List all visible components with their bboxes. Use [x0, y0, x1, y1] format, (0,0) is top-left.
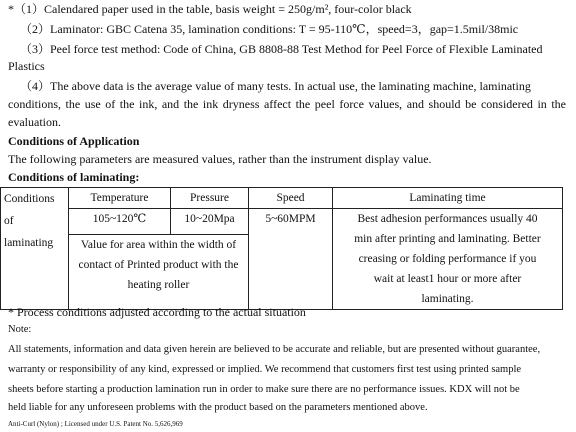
laminating-time-line: Best adhesion performances usually 40 — [357, 213, 538, 225]
laminating-time-line: wait at least1 hour or more after — [373, 273, 522, 285]
note-2: （2）Laminator: GBC Catena 35, lamination conditions: T = 95-110℃，speed=3，gap=1.5mil/38mic — [20, 22, 519, 36]
disclaimer-line: warranty or responsibility of any kind, expressed or implied. We recommend that customers first test using printed sample — [8, 364, 522, 375]
value-pressure: 10~20Mpa — [171, 209, 249, 235]
contact-area-line: Value for area within the width of — [80, 238, 237, 251]
laminating-time-line: laminating. — [421, 293, 474, 305]
contact-area-line: contact of Printed product with the — [78, 258, 239, 271]
disclaimer-line: sheets before starting a production lamination run in order to make sure there are no performance issues. KDX will not be — [8, 384, 520, 395]
laminating-conditions-table — [0, 187, 563, 310]
application-intro: The following parameters are measured values, rather than the instrument display value. — [8, 152, 432, 166]
disclaimer-line: held liable for any unforeseen problems with the product based on the parameters mentioned above. — [8, 402, 428, 413]
value-speed: 5~60MPM — [249, 209, 333, 310]
header-temperature: Temperature — [69, 188, 171, 209]
header-laminating-time: Laminating time — [333, 188, 563, 209]
process-adjust-note: * Process conditions adjusted according to the actual situation — [8, 305, 306, 319]
contact-area-note-cell — [69, 234, 249, 309]
row-label-line: of — [4, 215, 14, 227]
row-label-cell — [1, 188, 69, 310]
note-3-line-1: （3）Peel force test method: Code of China, GB 8808-88 Test Method for Peel Force of Flexible Laminated — [20, 42, 543, 56]
row-label-line: laminating — [4, 237, 54, 249]
application-heading: Conditions of Application — [8, 134, 140, 148]
note-4-line-1: （4）The above data is the average value of many tests. In actual use, the laminating machine, laminating — [20, 79, 531, 93]
header-speed: Speed — [249, 188, 333, 209]
laminating-subheading: Conditions of laminating: — [8, 170, 140, 184]
row-label-line: Conditions — [4, 193, 55, 205]
table-row — [1, 188, 563, 209]
table-row — [1, 209, 563, 235]
contact-area-line: heating roller — [127, 278, 190, 291]
patent-notice: Anti-Curl (Nylon) ; Licensed under U.S. Patent No. 5,626,969 — [8, 420, 183, 428]
note-3-line-2: Plastics — [8, 59, 45, 73]
note-label: Note: — [8, 324, 32, 335]
header-pressure: Pressure — [171, 188, 249, 209]
laminating-time-line: creasing or folding performance if you — [358, 253, 537, 265]
laminating-time-cell — [333, 209, 563, 310]
note-4-line-2: conditions, the use of the ink, and the ink dryness affect the peel force values, and should be considered in the — [8, 97, 566, 111]
laminating-time-line: min after printing and laminating. Better — [354, 233, 541, 245]
note-1: *（1）Calendared paper used in the table, basis weight = 250g/m², four-color black — [8, 2, 412, 16]
value-temperature: 105~120℃ — [69, 209, 171, 235]
note-4-line-3: evaluation. — [8, 115, 61, 129]
disclaimer-line: All statements, information and data given herein are believed to be accurate and reliable, but are presented without guarantee, — [8, 344, 541, 355]
